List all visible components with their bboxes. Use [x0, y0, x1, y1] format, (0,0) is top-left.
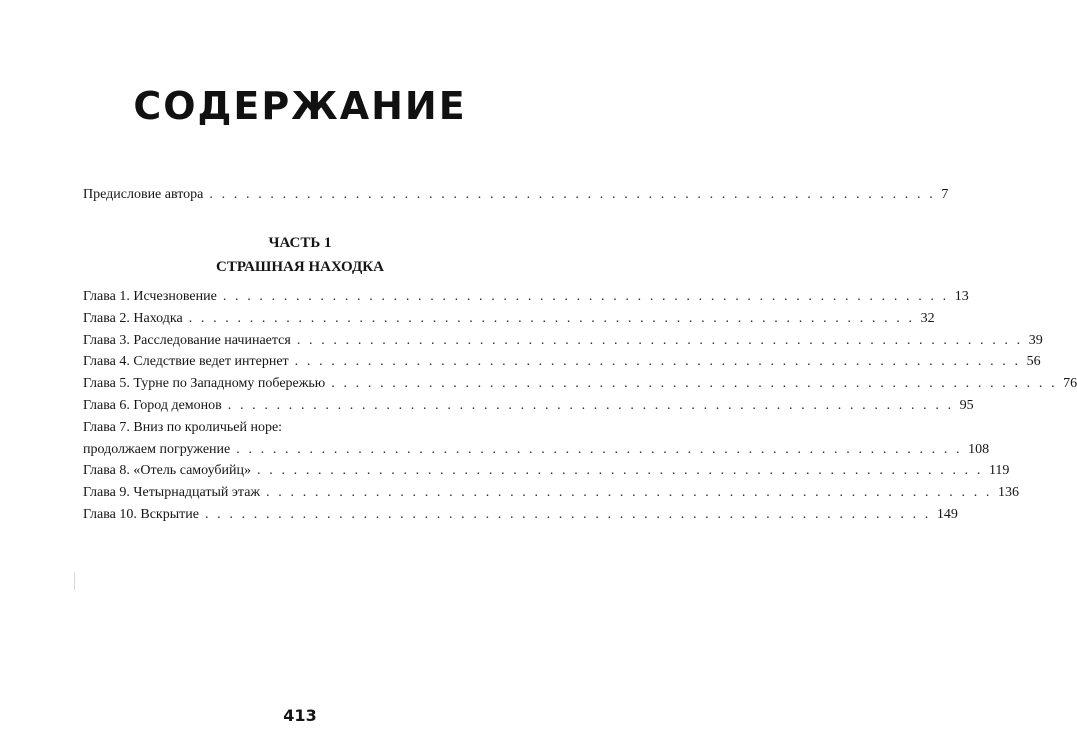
toc-entry-page: 76	[1063, 376, 1077, 392]
dot-leader: . . . . . . . . . . . . . . . . . . . . . . . . . . . . . . . . . . . . . . . . . . . . . . . . . . . . . . . . . . . .	[222, 289, 949, 304]
part-number-heading: ЧАСТЬ 1	[268, 235, 332, 251]
toc-chapter-list	[83, 286, 1077, 526]
toc-entry-page: 108	[968, 441, 990, 457]
toc-entry-chapter-10[interactable]	[83, 504, 958, 526]
toc-entry-label: Глава 8. «Отель самоубийц»	[83, 463, 252, 479]
toc-entry-page: 95	[959, 397, 974, 413]
toc-entry-label: Предисловие автора	[83, 187, 204, 202]
part-name-heading: СТРАШНАЯ НАХОДКА	[216, 259, 384, 275]
toc-entry-page: 7	[941, 187, 949, 202]
toc-entry-page: 56	[1026, 354, 1041, 370]
toc-entry-label: Глава 5. Турне по Западному побережью	[83, 376, 326, 392]
dot-leader: . . . . . . . . . . . . . . . . . . . . . . . . . . . . . . . . . . . . . . . . . . . . . . . . . . . . . . . . . . . .	[296, 332, 1023, 348]
toc-entry-chapter-7-line-1[interactable]	[83, 417, 460, 439]
toc-entry-page: 13	[954, 289, 969, 304]
toc-entry-label: продолжаем погружение	[83, 441, 231, 457]
toc-entry-chapter-8[interactable]	[83, 460, 1010, 482]
toc-entry-label: Глава 1. Исчезновение	[83, 289, 217, 304]
toc-entry-chapter-2[interactable]	[83, 308, 935, 330]
page-number: 413	[283, 706, 317, 725]
toc-entry-label: Глава 4. Следствие ведет интернет	[83, 354, 289, 370]
toc-entry-label: Глава 7. Вниз по кроличьей норе:	[83, 419, 283, 435]
dot-leader: . . . . . . . . . . . . . . . . . . . . . . . . . . . . . . . . . . . . . . . . . . . . . . . . . . . . . . . . . . . .	[257, 463, 983, 479]
dot-leader: . . . . . . . . . . . . . . . . . . . . . . . . . . . . . . . . . . . . . . . . . . . . . . . . . . . . . . . . . . . .	[331, 376, 1058, 392]
toc-entry-chapter-7-line-2[interactable]	[83, 439, 990, 461]
dot-leader: . . . . . . . . . . . . . . . . . . . . . . . . . . . . . . . . . . . . . . . . . . . . . . . . . . . . . . . . . . . .	[266, 485, 992, 501]
toc-entry-chapter-4[interactable]	[83, 351, 1041, 373]
dot-leader: . . . . . . . . . . . . . . . . . . . . . . . . . . . . . . . . . . . . . . . . . . . . . . . . . . . . . . . . . . . .	[209, 187, 936, 202]
page-title: СОДЕРЖАНИЕ	[133, 84, 467, 128]
toc-entry-chapter-3[interactable]	[83, 330, 1043, 352]
toc-entry-page: 136	[998, 485, 1019, 501]
toc-entry-label: Глава 10. Вскрытие	[83, 506, 199, 522]
toc-entry-chapter-9[interactable]	[83, 482, 1019, 504]
toc-entry-page: 39	[1028, 332, 1043, 348]
toc-entry-preface[interactable]	[83, 184, 949, 206]
scan-edge-mark	[74, 572, 75, 590]
dot-leader: . . . . . . . . . . . . . . . . . . . . . . . . . . . . . . . . . . . . . . . . . . . . . . . . . . . . . . . . . . . .	[236, 441, 963, 457]
toc-entry-label: Глава 3. Расследование начинается	[83, 332, 291, 348]
dot-leader: . . . . . . . . . . . . . . . . . . . . . . . . . . . . . . . . . . . . . . . . . . . . . . . . . . . . . . . . . . . .	[188, 310, 915, 326]
toc-preface	[83, 184, 949, 206]
toc-entry-chapter-6[interactable]	[83, 395, 974, 417]
dot-leader: . . . . . . . . . . . . . . . . . . . . . . . . . . . . . . . . . . . . . . . . . . . . . . . . . . . . . . . . . . . .	[227, 397, 954, 413]
toc-entry-label: Глава 2. Находка	[83, 310, 183, 326]
toc-entry-page: 32	[920, 310, 935, 326]
dot-leader: . . . . . . . . . . . . . . . . . . . . . . . . . . . . . . . . . . . . . . . . . . . . . . . . . . . . . . . . . . . .	[294, 354, 1021, 370]
toc-entry-label: Глава 9. Четырнадцатый этаж	[83, 485, 261, 501]
toc-entry-chapter-1[interactable]	[83, 286, 969, 308]
toc-entry-page: 119	[988, 463, 1010, 479]
toc-entry-page: 149	[936, 506, 958, 522]
dot-leader: . . . . . . . . . . . . . . . . . . . . . . . . . . . . . . . . . . . . . . . . . . . . . . . . . . . . . . . . . . . .	[204, 506, 931, 522]
toc-entry-label: Глава 6. Город демонов	[83, 397, 222, 413]
toc-entry-chapter-5[interactable]	[83, 373, 1077, 395]
